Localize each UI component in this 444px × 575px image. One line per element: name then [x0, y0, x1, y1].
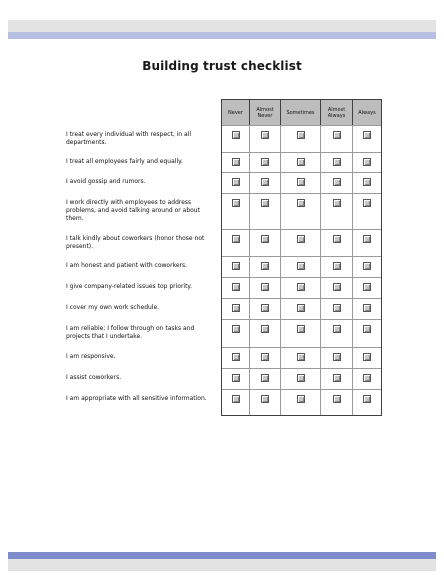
- checklist-row: [222, 277, 381, 298]
- checklist-cell: [281, 369, 321, 389]
- rating-checkbox[interactable]: [297, 353, 305, 361]
- rating-checkbox[interactable]: [297, 325, 305, 333]
- rating-checkbox[interactable]: [333, 353, 341, 361]
- checklist-statement: I cover my own work schedule.: [66, 304, 160, 311]
- checklist-cell: [222, 348, 250, 368]
- checklist-cell: [250, 320, 281, 347]
- column-header-always: Always: [358, 109, 376, 116]
- checklist-row: [222, 389, 381, 415]
- rating-checkbox[interactable]: [297, 374, 305, 382]
- checklist-cell: [222, 278, 250, 298]
- rating-checkbox[interactable]: [363, 374, 371, 382]
- rating-checkbox[interactable]: [297, 395, 305, 403]
- checklist-cell: [222, 230, 250, 256]
- rating-checkbox[interactable]: [261, 235, 269, 243]
- checklist-cell: [222, 299, 250, 319]
- checklist-row: [222, 319, 381, 347]
- checklist-cell: [281, 194, 321, 229]
- checklist-cell: [321, 257, 353, 277]
- rating-checkbox[interactable]: [333, 304, 341, 312]
- checklist-cell: [321, 320, 353, 347]
- checklist-cell: [353, 369, 381, 389]
- checklist-statement: I am responsive.: [66, 353, 116, 360]
- bottom-gray-band: [8, 559, 436, 571]
- checklist-statement: I talk kindly about coworkers (honor those not present).: [66, 235, 205, 250]
- checklist-cell: [281, 320, 321, 347]
- bottom-accent-band: [8, 552, 436, 559]
- checklist-cell: [250, 230, 281, 256]
- checklist-row: [222, 256, 381, 277]
- rating-checkbox[interactable]: [261, 178, 269, 186]
- rating-checkbox[interactable]: [333, 262, 341, 270]
- rating-checkbox[interactable]: [333, 158, 341, 166]
- checklist-row: [222, 347, 381, 368]
- rating-checkbox[interactable]: [232, 325, 240, 333]
- rating-checkbox[interactable]: [297, 199, 305, 207]
- checklist-cell: [353, 126, 381, 152]
- checklist-cell: [250, 278, 281, 298]
- rating-checkbox[interactable]: [232, 199, 240, 207]
- rating-checkbox[interactable]: [261, 262, 269, 270]
- rating-checkbox[interactable]: [261, 374, 269, 382]
- rating-checkbox[interactable]: [363, 262, 371, 270]
- checklist-row: [222, 298, 381, 319]
- rating-checkbox[interactable]: [363, 131, 371, 139]
- rating-checkbox[interactable]: [232, 131, 240, 139]
- rating-checkbox[interactable]: [297, 304, 305, 312]
- checklist-cell: [281, 348, 321, 368]
- checklist-grid: [221, 125, 382, 416]
- checklist-cell: [353, 257, 381, 277]
- rating-checkbox[interactable]: [261, 353, 269, 361]
- rating-checkbox[interactable]: [261, 199, 269, 207]
- checklist-cell: [222, 153, 250, 172]
- checklist-cell: [250, 153, 281, 172]
- rating-checkbox[interactable]: [297, 262, 305, 270]
- rating-checkbox[interactable]: [333, 283, 341, 291]
- rating-checkbox[interactable]: [261, 304, 269, 312]
- rating-checkbox[interactable]: [363, 353, 371, 361]
- column-header-never: Never: [222, 100, 250, 125]
- checklist-cell: [321, 126, 353, 152]
- rating-checkbox[interactable]: [363, 395, 371, 403]
- rating-checkbox[interactable]: [333, 325, 341, 333]
- rating-checkbox[interactable]: [232, 283, 240, 291]
- rating-checkbox[interactable]: [232, 353, 240, 361]
- checklist-cell: [353, 348, 381, 368]
- checklist-cell: [250, 173, 281, 193]
- checklist-statement: I work directly with employees to address problems, and avoid talking around or about them.: [66, 199, 200, 222]
- checklist-cell: [222, 390, 250, 415]
- checklist-cell: [250, 390, 281, 415]
- checklist-cell: [222, 320, 250, 347]
- checklist-cell: [321, 153, 353, 172]
- checklist-cell: [353, 153, 381, 172]
- rating-checkbox[interactable]: [297, 158, 305, 166]
- rating-checkbox[interactable]: [297, 178, 305, 186]
- top-accent-band: [8, 32, 436, 39]
- checklist-statement: I treat all employees fairly and equally.: [66, 158, 183, 165]
- checklist-cell: [250, 257, 281, 277]
- checklist-cell: [250, 369, 281, 389]
- rating-checkbox[interactable]: [297, 283, 305, 291]
- checklist-cell: [281, 173, 321, 193]
- checklist-cell: [281, 126, 321, 152]
- checklist-cell: [321, 348, 353, 368]
- rating-checkbox[interactable]: [333, 131, 341, 139]
- rating-checkbox[interactable]: [232, 235, 240, 243]
- rating-checkbox[interactable]: [261, 283, 269, 291]
- checklist-cell: [321, 299, 353, 319]
- checklist-cell: [281, 153, 321, 172]
- rating-checkbox[interactable]: [232, 374, 240, 382]
- column-header-almost-never: Almost Never: [250, 100, 281, 125]
- checklist-cell: [353, 194, 381, 229]
- checklist-cell: [281, 278, 321, 298]
- checklist-statement: I treat every individual with respect, in all departments.: [66, 131, 192, 146]
- rating-checkbox[interactable]: [232, 178, 240, 186]
- checklist-cell: [222, 257, 250, 277]
- checklist-cell: [250, 126, 281, 152]
- top-gray-band: [8, 20, 436, 32]
- checklist-cell: [353, 390, 381, 415]
- checklist-cell: [222, 173, 250, 193]
- checklist-statement: I am reliable; I follow through on tasks and projects that I undertake.: [66, 325, 195, 340]
- checklist-row: [222, 172, 381, 193]
- rating-checkbox[interactable]: [333, 235, 341, 243]
- rating-checkbox[interactable]: [297, 131, 305, 139]
- rating-checkbox[interactable]: [333, 395, 341, 403]
- rating-checkbox[interactable]: [333, 199, 341, 207]
- rating-checkbox[interactable]: [333, 178, 341, 186]
- rating-checkbox[interactable]: [261, 158, 269, 166]
- checklist-statement: I assist coworkers.: [66, 374, 122, 381]
- checklist-cell: [222, 126, 250, 152]
- checklist-cell: [281, 390, 321, 415]
- checklist-cell: [250, 299, 281, 319]
- checklist-statement: I give company-related issues top priority.: [66, 283, 193, 290]
- rating-checkbox[interactable]: [333, 374, 341, 382]
- rating-checkbox[interactable]: [232, 304, 240, 312]
- checklist-cell: [250, 348, 281, 368]
- checklist-cell: [353, 320, 381, 347]
- rating-checkbox[interactable]: [297, 235, 305, 243]
- checklist-row: [222, 368, 381, 389]
- rating-checkbox[interactable]: [363, 235, 371, 243]
- checklist-statement: I avoid gossip and rumors.: [66, 178, 146, 185]
- rating-checkbox[interactable]: [363, 304, 371, 312]
- checklist-cell: [281, 257, 321, 277]
- checklist-row: [222, 193, 381, 229]
- checklist-cell: [321, 390, 353, 415]
- rating-checkbox[interactable]: [261, 395, 269, 403]
- checklist-cell: [353, 230, 381, 256]
- checklist-cell: [222, 194, 250, 229]
- checklist-statement: I am honest and patient with coworkers.: [66, 262, 188, 269]
- checklist-statement: I am appropriate with all sensitive information.: [66, 395, 207, 402]
- page-title: Building trust checklist: [142, 59, 302, 73]
- rating-checkbox[interactable]: [232, 395, 240, 403]
- rating-checkbox[interactable]: [363, 283, 371, 291]
- checklist-cell: [222, 369, 250, 389]
- checklist-row: [222, 152, 381, 172]
- checklist-row: [222, 229, 381, 256]
- rating-checkbox[interactable]: [363, 158, 371, 166]
- rating-checkbox[interactable]: [232, 262, 240, 270]
- checklist-cell: [321, 230, 353, 256]
- checklist-cell: [321, 369, 353, 389]
- column-header-almost-always: Almost Always: [321, 100, 353, 125]
- checklist-cell: [353, 299, 381, 319]
- rating-checkbox[interactable]: [363, 325, 371, 333]
- checklist-cell: [250, 194, 281, 229]
- column-header-sometimes: Sometimes: [281, 100, 321, 125]
- checklist-cell: [321, 278, 353, 298]
- rating-checkbox[interactable]: [261, 325, 269, 333]
- checklist-cell: [321, 194, 353, 229]
- checklist-cell: [321, 173, 353, 193]
- checklist-header-row: [221, 99, 382, 126]
- rating-checkbox[interactable]: [363, 178, 371, 186]
- checklist-row: [222, 125, 381, 152]
- rating-checkbox[interactable]: [232, 158, 240, 166]
- checklist-cell: [353, 173, 381, 193]
- checklist-cell: [281, 299, 321, 319]
- checklist-cell: [281, 230, 321, 256]
- rating-checkbox[interactable]: [363, 199, 371, 207]
- rating-checkbox[interactable]: [261, 131, 269, 139]
- checklist-cell: [353, 278, 381, 298]
